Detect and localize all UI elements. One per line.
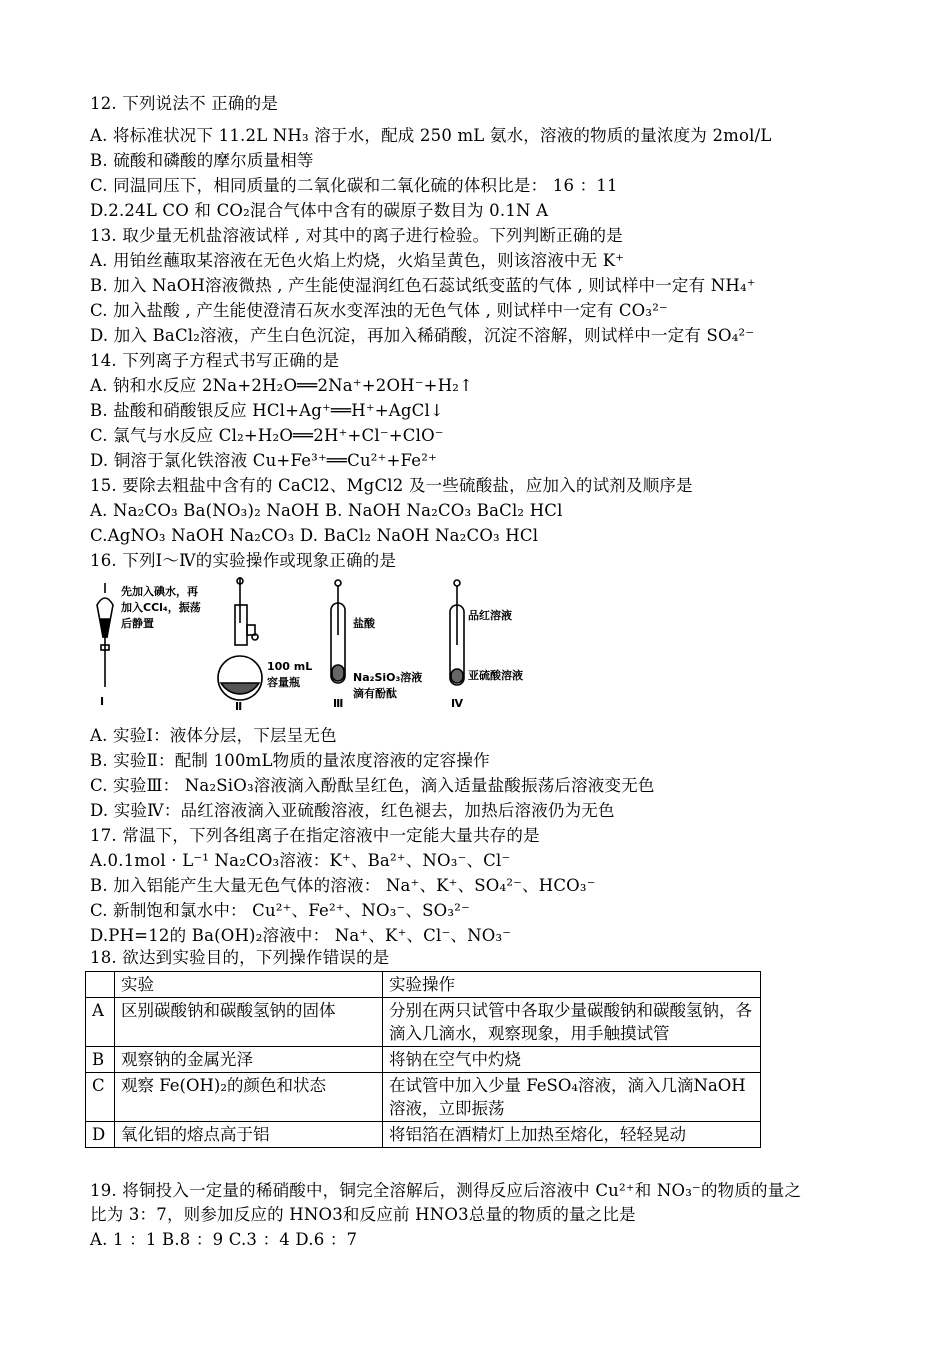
table-header-cell: 实验操作 (383, 972, 761, 998)
label-iv-number: Ⅳ (451, 697, 464, 710)
table-header-cell: 实验 (115, 972, 383, 998)
label-iii-number: Ⅲ (333, 697, 344, 710)
q19-options: A. 1 ：1 B.8 ：9 C.3 ：4 D.6 ：7 (90, 1230, 358, 1249)
test-tube-iii (331, 580, 345, 683)
q15-options-cd: C.AgNO₃ NaOH Na₂CO₃ D. BaCl₂ NaOH Na₂CO₃ HCl (90, 526, 539, 545)
q13-option-b: B. 加入 NaOH溶液微热 , 产生能使湿润红色石蕊试纸变蓝的气体 , 则试样中一定有 NH₄⁺ (90, 276, 756, 295)
q12-option-b: B. 硫酸和磷酸的摩尔质量相等 (90, 151, 314, 170)
q14-option-b: B. 盐酸和硝酸银反应 HCl+Ag⁺══H⁺+AgCl↓ (90, 401, 444, 420)
label-i-note3: 后静置 (121, 617, 154, 630)
table-row (86, 998, 761, 1047)
table-cell: 分别在两只试管中各取少量碳酸钠和碳酸氢钠，各滴入几滴水，观察现象，用手触摸试管 (383, 998, 761, 1047)
q14-option-c: C. 氯气与水反应 Cl₂+H₂O══2H⁺+Cl⁻+ClO⁻ (90, 426, 444, 445)
q16-option-c: C. 实验Ⅲ： Na₂SiO₃溶液滴入酚酞呈红色，滴入适量盐酸振荡后溶液变无色 (90, 776, 655, 795)
label-i-note2: 加入CCl₄，振荡 (121, 601, 201, 614)
q12-option-c: C. 同温同压下，相同质量的二氧化碳和二氧化硫的体积比是： 16 ：11 (90, 176, 618, 195)
table-row (86, 1073, 761, 1122)
label-iii-note1: Na₂SiO₃溶液 (353, 671, 423, 684)
question-18: 18. 欲达到实验目的，下列操作错误的是 (90, 948, 390, 967)
q14-option-a: A. 钠和水反应 2Na+2H₂O══2Na⁺+2OH⁻+H₂↑ (90, 376, 474, 395)
label-ii-number: Ⅱ (235, 700, 243, 713)
table-row (86, 1122, 761, 1148)
table-cell: 将钠在空气中灼烧 (383, 1047, 761, 1073)
q17-option-b: B. 加入铝能产生大量无色气体的溶液： Na⁺、K⁺、SO₄²⁻、HCO₃⁻ (90, 876, 596, 895)
q17-option-d: D.PH=12的 Ba(OH)₂溶液中： Na⁺、K⁺、Cl⁻、NO₃⁻ (90, 926, 512, 945)
table-cell: B (86, 1047, 115, 1073)
experiment-table (85, 971, 761, 1148)
table-cell: C (86, 1073, 115, 1122)
question-14: 14. 下列离子方程式书写正确的是 (90, 351, 340, 370)
question-19: 19. 将铜投入一定量的稀硝酸中，铜完全溶解后，测得反应后溶液中 Cu²⁺和 NO₃⁻的物质的量之 (90, 1181, 802, 1200)
q16-option-a: A. 实验Ⅰ：液体分层，下层呈无色 (90, 726, 337, 745)
label-ii-note1: 100 mL (267, 660, 313, 673)
table-header-cell (86, 972, 115, 998)
apparatus-figure (95, 575, 565, 715)
table-cell: 观察钠的金属光泽 (115, 1047, 383, 1073)
q12-option-a: A. 将标准状况下 11.2L NH₃ 溶于水，配成 250 mL 氨水，溶液的物质的量浓度为 2mol/L (90, 126, 772, 145)
q15-options-ab: A. Na₂CO₃ Ba(NO₃)₂ NaOH B. NaOH Na₂CO₃ BaCl₂ HCl (90, 501, 563, 520)
label-iv-top: 品红溶液 (468, 609, 512, 622)
q13-option-a: A. 用铂丝蘸取某溶液在无色火焰上灼烧，火焰呈黄色，则该溶液中无 K⁺ (90, 251, 625, 270)
question-16: 16. 下列Ⅰ～Ⅳ的实验操作或现象正确的是 (90, 551, 397, 570)
q12-option-d: D.2.24L CO 和 CO₂混合气体中含有的碳原子数目为 0.1N A (90, 201, 549, 220)
table-cell: 氧化铝的熔点高于铝 (115, 1122, 383, 1148)
q13-option-c: C. 加入盐酸 , 产生能使澄清石灰水变浑浊的无色气体 , 则试样中一定有 CO₃²⁻ (90, 301, 668, 320)
label-iii-note2: 滴有酚酞 (353, 687, 397, 700)
table-cell: D (86, 1122, 115, 1148)
question-17: 17. 常温下，下列各组离子在指定溶液中一定能大量共存的是 (90, 826, 540, 845)
label-iv-note: 亚硫酸溶液 (468, 669, 523, 682)
q16-option-b: B. 实验Ⅱ：配制 100mL物质的量浓度溶液的定容操作 (90, 751, 490, 770)
table-cell: 区别碳酸钠和碳酸氢钠的固体 (115, 998, 383, 1047)
question-12: 12. 下列说法不 正确的是 (90, 94, 279, 113)
label-iii-top: 盐酸 (353, 617, 375, 630)
table-cell: 将铝箔在酒精灯上加热至熔化，轻轻晃动 (383, 1122, 761, 1148)
table-header-row (86, 972, 761, 998)
q13-option-d: D. 加入 BaCl₂溶液，产生白色沉淀，再加入稀硝酸，沉淀不溶解，则试样中一定有 SO₄²⁻ (90, 326, 755, 345)
label-i-number: Ⅰ (100, 695, 105, 708)
q16-option-d: D. 实验Ⅳ：品红溶液滴入亚硫酸溶液，红色褪去，加热后溶液仍为无色 (90, 801, 615, 820)
question-15: 15. 要除去粗盐中含有的 CaCl2、MgCl2 及一些硫酸盐，应加入的试剂及顺序是 (90, 476, 693, 495)
table-cell: 观察 Fe(OH)₂的颜色和状态 (115, 1073, 383, 1122)
q17-option-a: A.0.1mol · L⁻¹ Na₂CO₃溶液：K⁺、Ba²⁺、NO₃⁻、Cl⁻ (90, 851, 511, 870)
volumetric-flask (218, 577, 262, 700)
table-cell: A (86, 998, 115, 1047)
table-cell: 在试管中加入少量 FeSO₄溶液，滴入几滴NaOH溶液，立即振荡 (383, 1073, 761, 1122)
question-13: 13. 取少量无机盐溶液试样 , 对其中的离子进行检验。下列判断正确的是 (90, 226, 623, 245)
label-ii-note2: 容量瓶 (267, 676, 300, 689)
q14-option-d: D. 铜溶于氯化铁溶液 Cu+Fe³⁺══Cu²⁺+Fe²⁺ (90, 451, 437, 470)
separatory-funnel (97, 583, 113, 687)
label-i-note1: 先加入碘水，再 (121, 585, 198, 598)
question-19-cont: 比为 3：7，则参加反应的 HNO3和反应前 HNO3总量的物质的量之比是 (90, 1205, 636, 1224)
q17-option-c: C. 新制饱和氯水中： Cu²⁺、Fe²⁺、NO₃⁻、SO₃²⁻ (90, 901, 470, 920)
test-tube-iv (450, 580, 464, 685)
table-row (86, 1047, 761, 1073)
